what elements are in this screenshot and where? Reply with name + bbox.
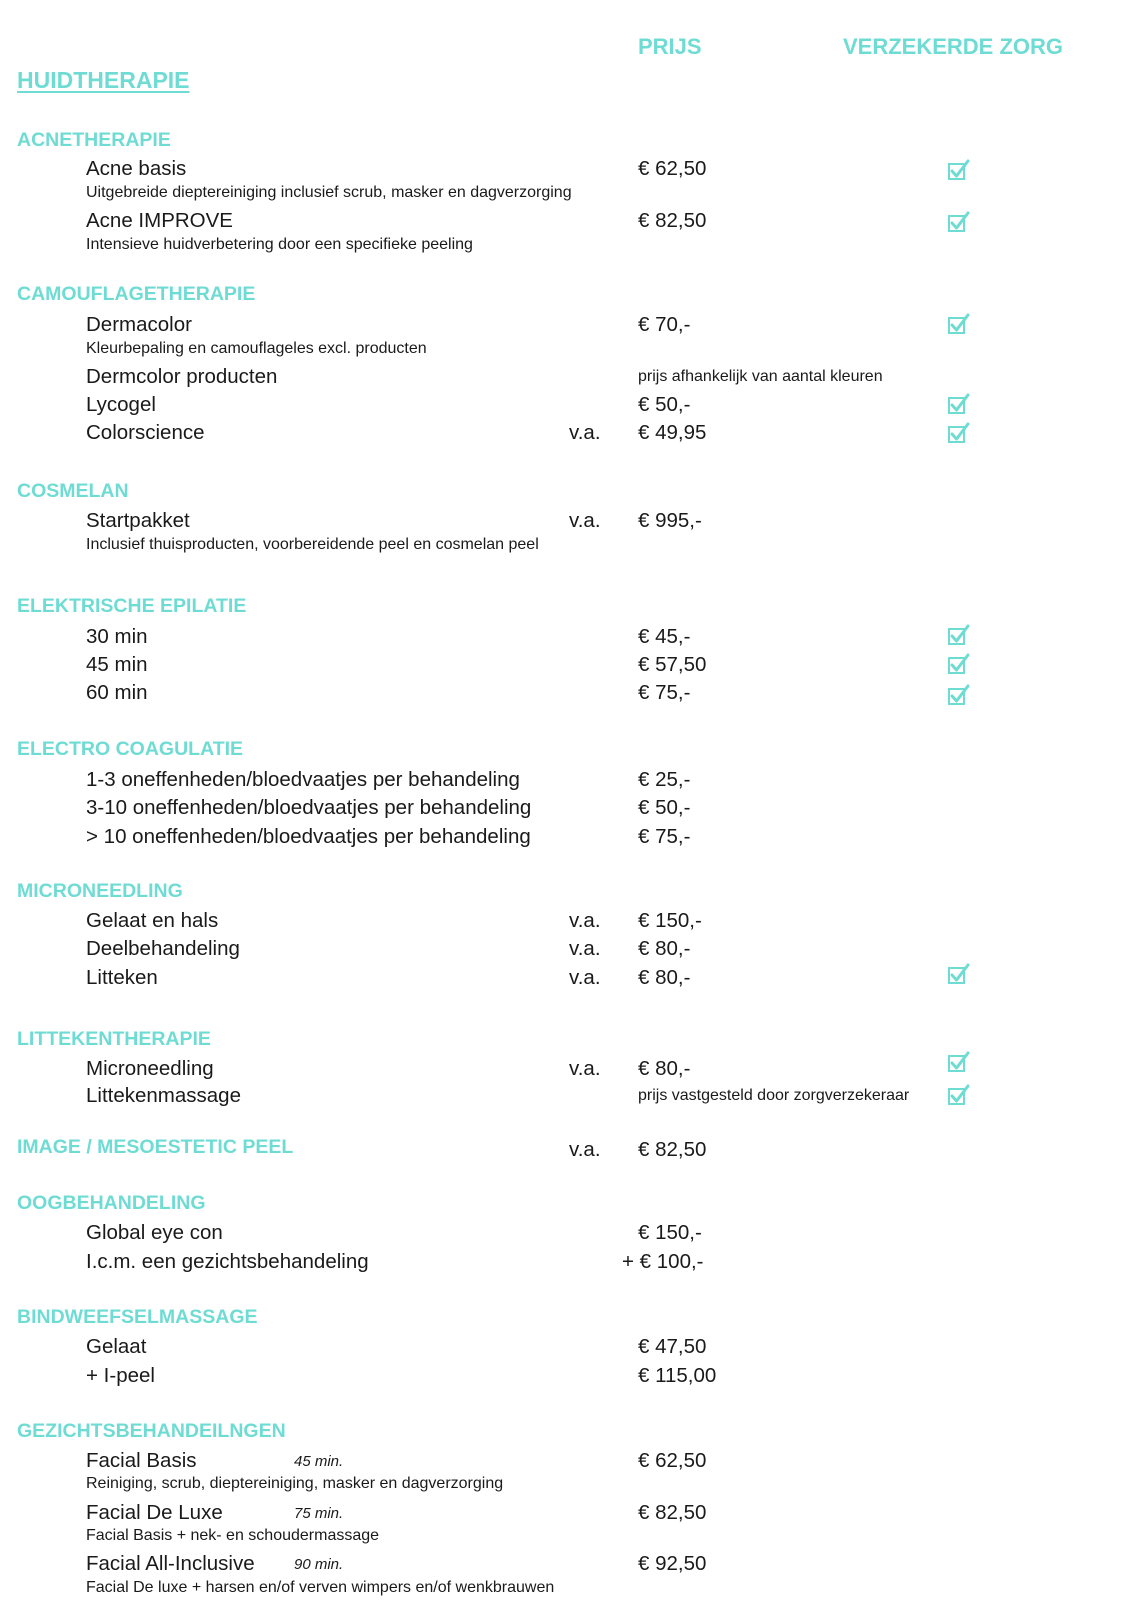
treatment-description: Intensieve huidverbetering door een specifieke peeling — [86, 236, 473, 253]
price-column-header: PRIJS — [638, 34, 702, 59]
from-price-label: v.a. — [569, 966, 601, 989]
section-heading: ELEKTRISCHE EPILATIE — [17, 595, 247, 617]
treatment-name: 30 min — [86, 625, 148, 648]
treatment-name: 60 min — [86, 681, 148, 704]
section-heading: ACNETHERAPIE — [17, 129, 171, 151]
treatment-duration: 90 min. — [294, 1556, 344, 1573]
section-heading: MICRONEEDLING — [17, 880, 183, 902]
treatment-description: Facial De luxe + harsen en/of verven wimpers en/of wenkbrauwen — [86, 1579, 555, 1596]
price-note: prijs afhankelijk van aantal kleuren — [638, 368, 883, 385]
from-price-label: v.a. — [569, 909, 601, 932]
section-heading: BINDWEEFSELMASSAGE — [17, 1306, 258, 1328]
treatment-price: € 50,- — [638, 393, 691, 416]
treatment-name: > 10 oneffenheden/bloedvaatjes per behandeling — [86, 825, 531, 848]
treatment-name: Dermcolor producten — [86, 365, 278, 388]
checked-box-icon — [947, 652, 971, 676]
section-heading: GEZICHTSBEHANDEILNGEN — [17, 1420, 286, 1442]
from-price-label: v.a. — [569, 509, 601, 532]
checked-box-icon — [947, 421, 971, 445]
from-price-label: v.a. — [569, 1138, 601, 1161]
treatment-name: Global eye con — [86, 1221, 223, 1244]
from-price-label: v.a. — [569, 937, 601, 960]
treatment-price: € 80,- — [638, 966, 691, 989]
treatment-name: 3-10 oneffenheden/bloedvaatjes per behandeling — [86, 796, 532, 819]
treatment-price: € 50,- — [638, 796, 691, 819]
treatment-name: Facial All-Inclusive — [86, 1552, 255, 1575]
section-heading: LITTEKENTHERAPIE — [17, 1028, 211, 1050]
from-price-label: v.a. — [569, 1057, 601, 1080]
treatment-name: Facial De Luxe — [86, 1501, 223, 1524]
treatment-duration: 45 min. — [294, 1453, 344, 1470]
treatment-price: € 80,- — [638, 1057, 691, 1080]
treatment-price: € 75,- — [638, 681, 691, 704]
treatment-price: € 62,50 — [638, 1449, 707, 1472]
checked-box-icon — [947, 392, 971, 416]
treatment-price: € 80,- — [638, 937, 691, 960]
treatment-description: Reiniging, scrub, dieptereiniging, masker en dagverzorging — [86, 1475, 504, 1492]
section-heading: COSMELAN — [17, 480, 129, 502]
treatment-price: € 25,- — [638, 768, 691, 791]
insured-column-header: VERZEKERDE ZORG — [843, 34, 1064, 59]
treatment-price: € 150,- — [638, 909, 702, 932]
page-title: HUIDTHERAPIE — [17, 67, 190, 93]
treatment-price: € 57,50 — [638, 653, 707, 676]
price-note: prijs vastgesteld door zorgverzekeraar — [638, 1087, 910, 1104]
treatment-description: Kleurbepaling en camouflageles excl. producten — [86, 340, 427, 357]
checked-box-icon — [947, 1050, 971, 1074]
treatment-name: Lycogel — [86, 393, 156, 416]
treatment-duration: 75 min. — [294, 1505, 344, 1522]
treatment-price: € 47,50 — [638, 1335, 707, 1358]
treatment-description: Inclusief thuisproducten, voorbereidende peel en cosmelan peel — [86, 536, 539, 553]
checked-box-icon — [947, 962, 971, 986]
checked-box-icon — [947, 210, 971, 234]
checked-box-icon — [947, 312, 971, 336]
from-price-label: v.a. — [569, 421, 601, 444]
treatment-price: € 70,- — [638, 313, 691, 336]
section-heading: CAMOUFLAGETHERAPIE — [17, 283, 256, 305]
treatment-name: Colorscience — [86, 421, 205, 444]
treatment-name: Gelaat — [86, 1335, 147, 1358]
section-heading: ELECTRO COAGULATIE — [17, 738, 244, 760]
treatment-name: Littekenmassage — [86, 1084, 241, 1107]
treatment-name: Litteken — [86, 966, 158, 989]
treatment-name: Dermacolor — [86, 313, 192, 336]
treatment-price: € 75,- — [638, 825, 691, 848]
treatment-description: Facial Basis + nek- en schoudermassage — [86, 1527, 380, 1544]
treatment-price: € 150,- — [638, 1221, 702, 1244]
treatment-price: € 92,50 — [638, 1552, 707, 1575]
treatment-name: 45 min — [86, 653, 148, 676]
treatment-name: 1-3 oneffenheden/bloedvaatjes per behandeling — [86, 768, 520, 791]
treatment-name: Acne basis — [86, 157, 187, 180]
checked-box-icon — [947, 1083, 971, 1107]
treatment-name: + I-peel — [86, 1364, 155, 1387]
treatment-price: € 82,50 — [638, 1501, 707, 1524]
treatment-name: Microneedling — [86, 1057, 214, 1080]
treatment-name: Gelaat en hals — [86, 909, 219, 932]
treatment-name: Startpakket — [86, 509, 190, 532]
checked-box-icon — [947, 683, 971, 707]
treatment-name: I.c.m. een gezichtsbehandeling — [86, 1250, 369, 1273]
treatment-price: € 995,- — [638, 509, 702, 532]
treatment-name: Acne IMPROVE — [86, 209, 233, 232]
treatment-name: Deelbehandeling — [86, 937, 240, 960]
treatment-price: € 45,- — [638, 625, 691, 648]
treatment-name: Facial Basis — [86, 1449, 197, 1472]
treatment-description: Uitgebreide dieptereiniging inclusief scrub, masker en dagverzorging — [86, 184, 572, 201]
section-heading: OOGBEHANDELING — [17, 1192, 206, 1214]
treatment-price: + € 100,- — [622, 1250, 704, 1273]
checked-box-icon — [947, 623, 971, 647]
checked-box-icon — [947, 158, 971, 182]
treatment-price: € 49,95 — [638, 421, 707, 444]
treatment-price: € 82,50 — [638, 209, 707, 232]
treatment-price: € 115,00 — [638, 1364, 717, 1387]
section-price: € 82,50 — [638, 1138, 707, 1161]
treatment-price: € 62,50 — [638, 157, 707, 180]
section-heading: IMAGE / MESOESTETIC PEEL — [17, 1136, 294, 1158]
